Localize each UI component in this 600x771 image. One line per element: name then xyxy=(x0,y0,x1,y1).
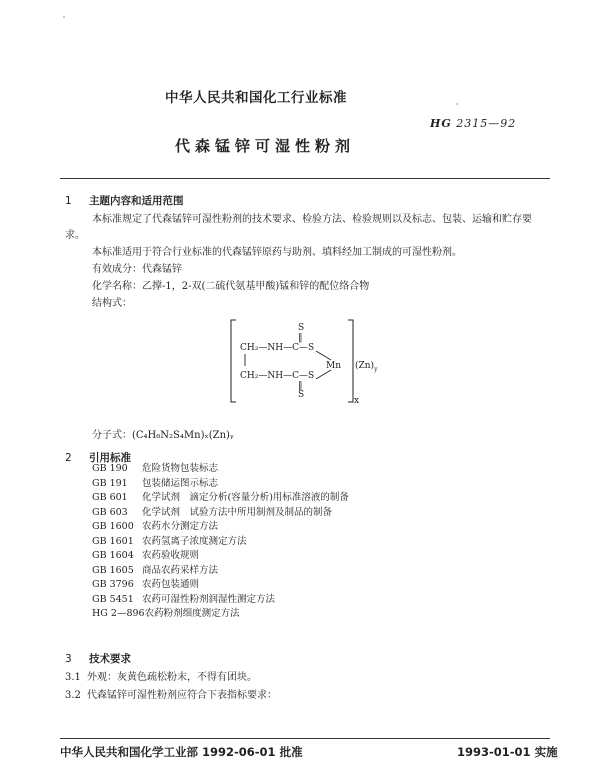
reference-title: 农药可湿性粉剂润湿性测定方法 xyxy=(142,593,276,605)
upper-chain: CH₂—NH—C—S xyxy=(240,343,315,353)
scope-paragraph: 本标准规定了代森锰锌可湿性粉剂的技术要求、检验方法、检验规则以及标志、包装、运输和贮存要求。 xyxy=(65,214,532,241)
lower-s-mn-bond xyxy=(316,370,331,379)
standard-code-number: 2315—92 xyxy=(456,117,517,130)
clause-text: 代森锰锌可湿性粉剂应符合下表指标要求： xyxy=(87,690,277,701)
reference-item xyxy=(92,564,349,579)
lower-chain: CH₂—NH—C—S xyxy=(240,371,315,381)
section-2-title: 引用标准 xyxy=(89,452,131,464)
section-1-title: 主题内容和适用范围 xyxy=(89,195,184,207)
reference-code: GB 1605 xyxy=(92,564,134,576)
reference-item xyxy=(92,578,349,593)
reference-code: GB 5451 xyxy=(92,593,134,605)
clause-text: 外观：灰黄色疏松粉末，不得有团块。 xyxy=(87,672,257,683)
reference-item xyxy=(92,477,349,492)
zinc-label: (Zn) xyxy=(355,361,375,371)
thione-s-bottom: S xyxy=(298,390,305,400)
scan-speck xyxy=(63,16,65,18)
reference-item xyxy=(92,549,349,564)
reference-code: GB 191 xyxy=(92,477,128,489)
issuing-body-header: 中华人民共和国化工行业标准 xyxy=(165,90,347,106)
reference-title: 农药包装通则 xyxy=(142,579,200,591)
section-1-number: 1 xyxy=(65,195,72,207)
clause-3-1 xyxy=(65,670,257,686)
reference-title: 农药水分测定方法 xyxy=(142,521,219,533)
section-3-number: 3 xyxy=(65,653,72,665)
applicability-paragraph: 本标准适用于符合行业标准的代森锰锌原药与助剂、填料经加工制成的可湿性粉剂。 xyxy=(92,247,462,258)
clause-number: 3.2 xyxy=(65,690,81,701)
reference-item xyxy=(92,491,349,506)
subscript-y: y xyxy=(374,366,378,373)
reference-code: GB 603 xyxy=(92,506,128,518)
manganese: Mn xyxy=(326,361,342,371)
section-1-heading xyxy=(65,193,184,208)
reference-code: HG 2—896 xyxy=(92,608,145,620)
active-ingredient: 有效成分：代森锰锌 xyxy=(92,264,182,275)
reference-title: 包装储运图示标志 xyxy=(142,477,219,489)
reference-item xyxy=(92,462,349,477)
header-divider xyxy=(60,178,550,179)
reference-item xyxy=(92,506,349,521)
reference-code: GB 1604 xyxy=(92,550,134,562)
reference-title: 农药粉剂细度测定方法 xyxy=(144,608,240,620)
upper-s-mn-bond xyxy=(316,351,331,360)
reference-code: GB 1601 xyxy=(92,535,134,547)
reference-standards-list xyxy=(92,462,349,622)
zinc-group xyxy=(355,360,378,373)
reference-code: GB 3796 xyxy=(92,579,134,591)
reference-item xyxy=(92,593,349,608)
effective-date: 1993-01-01 实施 xyxy=(457,745,558,759)
double-bond-top: ‖ xyxy=(298,333,303,343)
section-3-heading xyxy=(65,651,131,666)
chemical-name: 化学名称：乙撑-1，2-双(二硫代氨基甲酸)锰和锌的配位络合物 xyxy=(92,281,370,292)
scan-speck xyxy=(456,103,458,105)
footer-divider xyxy=(60,738,550,739)
double-bond-bottom: ‖ xyxy=(298,381,303,391)
subscript-x: x xyxy=(354,396,360,406)
right-bracket xyxy=(348,320,353,402)
molecular-formula: 分子式：(C₄H₆N₂S₄Mn)ₓ(Zn)ᵧ xyxy=(92,430,234,441)
reference-title: 化学试剂 滴定分析(容量分析)用标准溶液的制备 xyxy=(142,492,349,504)
reference-code: GB 1600 xyxy=(92,521,134,533)
section-3-title: 技术要求 xyxy=(89,653,131,665)
reference-item xyxy=(92,607,349,622)
reference-title: 危险货物包装标志 xyxy=(142,463,219,474)
structural-formula-label: 结构式： xyxy=(92,298,132,309)
reference-title: 商品农药采样方法 xyxy=(142,564,219,576)
reference-item xyxy=(92,520,349,535)
reference-title: 化学试剂 试验方法中所用制剂及制品的制备 xyxy=(142,506,333,518)
reference-code: GB 601 xyxy=(92,492,128,504)
thione-s-top: S xyxy=(298,323,305,333)
standard-code xyxy=(430,117,516,130)
reference-code: GB 190 xyxy=(92,463,128,474)
structural-formula xyxy=(230,318,420,406)
left-bracket xyxy=(231,320,236,402)
approval-line: 中华人民共和国化学工业部 1992-06-01 批准 xyxy=(60,745,303,759)
reference-title: 农药验收规则 xyxy=(142,550,200,562)
section-2-number: 2 xyxy=(65,452,72,464)
clause-number: 3.1 xyxy=(65,672,81,683)
clause-3-2 xyxy=(65,688,277,704)
standard-code-prefix: HG xyxy=(430,117,452,130)
reference-title: 农药氢离子浓度测定方法 xyxy=(142,535,247,547)
document-title: 代森锰锌可湿性粉剂 xyxy=(175,137,356,155)
reference-item xyxy=(92,535,349,550)
